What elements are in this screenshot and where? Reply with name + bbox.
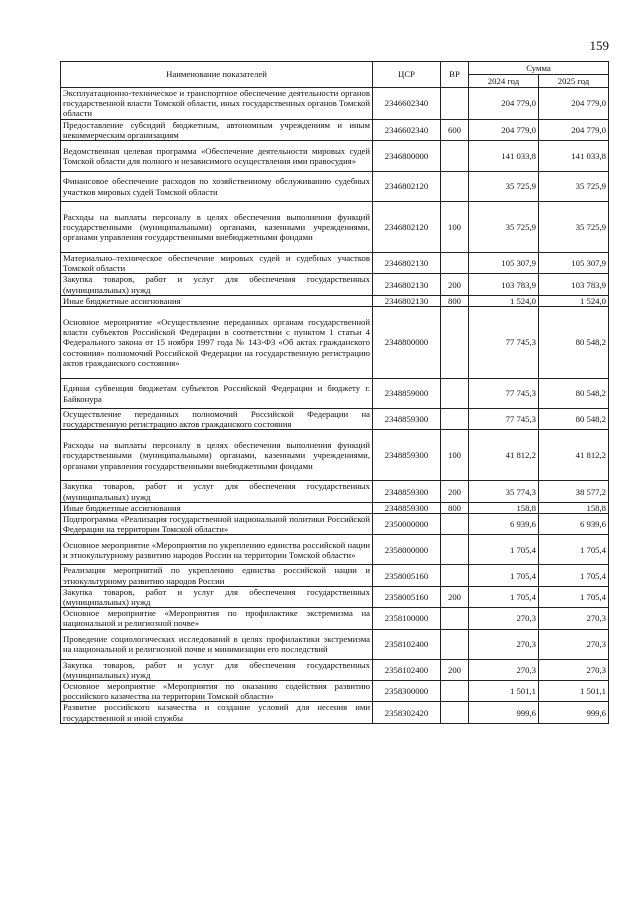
- table-row: [61, 565, 609, 586]
- row-sum-2025: 103 783,9: [539, 274, 609, 295]
- row-sum-2024: 77 745,3: [469, 379, 539, 409]
- row-name: Ведомственная целевая программа «Обеспечение деятельности мировых судей Томской области для полного и независимого осуществления ими правосудия»: [61, 141, 373, 172]
- row-vr: [441, 535, 469, 565]
- row-sum-2024: 103 783,9: [469, 274, 539, 295]
- row-sum-2025: 35 725,9: [539, 172, 609, 202]
- row-sum-2025: 270,3: [539, 629, 609, 659]
- row-vr: 800: [441, 295, 469, 306]
- table-body: [61, 88, 609, 724]
- row-sum-2025: 158,8: [539, 502, 609, 513]
- row-sum-2024: 35 725,9: [469, 202, 539, 253]
- row-name: Основное мероприятие «Мероприятия по профилактике экстремизма на национальной и религиозной почве»: [61, 608, 373, 629]
- row-vr: 800: [441, 502, 469, 513]
- row-vr: [441, 409, 469, 430]
- row-name: Иные бюджетные ассигнования: [61, 502, 373, 513]
- table-row: [61, 141, 609, 172]
- row-vr: [441, 307, 469, 379]
- row-sum-2024: 204 779,0: [469, 119, 539, 140]
- row-csr: 2358005160: [373, 586, 441, 607]
- row-name: Закупка товаров, работ и услуг для обеспечения государственных (муниципальных) нужд: [61, 481, 373, 502]
- row-sum-2024: 1 501,1: [469, 681, 539, 702]
- row-name: Проведение социологических исследований в целях профилактики экстремизма на национальной и религиозной почве и минимизации его последствий: [61, 629, 373, 659]
- row-vr: [441, 608, 469, 629]
- row-sum-2024: 1 524,0: [469, 295, 539, 306]
- row-csr: 2358102400: [373, 629, 441, 659]
- row-sum-2024: 6 939,6: [469, 514, 539, 535]
- row-vr: 600: [441, 119, 469, 140]
- row-vr: [441, 172, 469, 202]
- row-sum-2025: 1 524,0: [539, 295, 609, 306]
- row-vr: [441, 681, 469, 702]
- row-sum-2025: 141 033,8: [539, 141, 609, 172]
- budget-table: [60, 61, 609, 724]
- row-sum-2024: 1 705,4: [469, 535, 539, 565]
- row-csr: 2358000000: [373, 535, 441, 565]
- row-sum-2025: 270,3: [539, 659, 609, 680]
- row-vr: 100: [441, 202, 469, 253]
- row-sum-2024: 270,3: [469, 608, 539, 629]
- row-sum-2024: 1 705,4: [469, 586, 539, 607]
- header-vr: ВР: [441, 62, 469, 88]
- row-vr: [441, 141, 469, 172]
- row-sum-2024: 158,8: [469, 502, 539, 513]
- table-row: [61, 307, 609, 379]
- row-sum-2025: 1 705,4: [539, 535, 609, 565]
- row-csr: 2348859300: [373, 409, 441, 430]
- table-row: [61, 274, 609, 295]
- row-csr: 2358005160: [373, 565, 441, 586]
- table-row: [61, 514, 609, 535]
- table-row: [61, 119, 609, 140]
- row-csr: 2348859300: [373, 502, 441, 513]
- table-row: [61, 681, 609, 702]
- row-csr: 2348859000: [373, 379, 441, 409]
- row-csr: 2348800000: [373, 307, 441, 379]
- row-csr: 2358302420: [373, 702, 441, 723]
- header-year-2024: 2024 год: [469, 75, 539, 88]
- row-vr: [441, 702, 469, 723]
- row-name: Основное мероприятие «Мероприятия по укреплению единства российской нации и этнокультурному развитию народов России на территории Томской области»: [61, 535, 373, 565]
- table-row: [61, 629, 609, 659]
- row-name: Эксплуатационно-техническое и транспортное обеспечение деятельности органов государственной власти Томской области, иных государственных органов Томской области: [61, 88, 373, 120]
- row-sum-2025: 80 548,2: [539, 409, 609, 430]
- row-sum-2025: 80 548,2: [539, 379, 609, 409]
- table-row: [61, 702, 609, 723]
- row-name: Подпрограмма «Реализация государственной национальной политики Российской Федерации на территории Томской области»: [61, 514, 373, 535]
- row-name: Развитие российского казачества и создание условий для несения ими государственной и иной службы: [61, 702, 373, 723]
- row-csr: 2350000000: [373, 514, 441, 535]
- row-sum-2025: 270,3: [539, 608, 609, 629]
- row-csr: 2346802120: [373, 202, 441, 253]
- table-row: [61, 88, 609, 120]
- row-name: Осуществление переданных полномочий Российской Федерации на государственную регистрацию актов гражданского состояния: [61, 409, 373, 430]
- row-sum-2024: 1 705,4: [469, 565, 539, 586]
- row-sum-2024: 141 033,8: [469, 141, 539, 172]
- row-sum-2025: 204 779,0: [539, 88, 609, 120]
- row-sum-2024: 77 745,3: [469, 307, 539, 379]
- row-vr: [441, 379, 469, 409]
- page-number: 159: [589, 38, 609, 53]
- table-row: [61, 659, 609, 680]
- table-row: [61, 172, 609, 202]
- row-sum-2024: 270,3: [469, 659, 539, 680]
- row-vr: 100: [441, 430, 469, 481]
- row-name: Реализация мероприятий по укреплению единства российской нации и этнокультурному развитию народов России: [61, 565, 373, 586]
- row-vr: 200: [441, 586, 469, 607]
- row-vr: 200: [441, 274, 469, 295]
- row-sum-2024: 204 779,0: [469, 88, 539, 120]
- row-vr: [441, 88, 469, 120]
- table-row: [61, 295, 609, 306]
- row-csr: 2348859300: [373, 481, 441, 502]
- row-csr: 2346802120: [373, 172, 441, 202]
- row-name: Закупка товаров, работ и услуг для обеспечения государственных (муниципальных) нужд: [61, 586, 373, 607]
- row-sum-2025: 1 705,4: [539, 565, 609, 586]
- row-sum-2024: 270,3: [469, 629, 539, 659]
- row-csr: 2346602340: [373, 119, 441, 140]
- row-sum-2024: 105 307,9: [469, 253, 539, 274]
- row-name: Иные бюджетные ассигнования: [61, 295, 373, 306]
- row-vr: [441, 514, 469, 535]
- row-name: Предоставление субсидий бюджетным, автономным учреждениям и иным некоммерческим организациям: [61, 119, 373, 140]
- row-name: Закупка товаров, работ и услуг для обеспечения государственных (муниципальных) нужд: [61, 659, 373, 680]
- row-sum-2024: 41 812,2: [469, 430, 539, 481]
- table-row: [61, 202, 609, 253]
- row-sum-2025: 41 812,2: [539, 430, 609, 481]
- row-name: Единая субвенция бюджетам субъектов Российской Федерации и бюджету г. Байконура: [61, 379, 373, 409]
- table-row: [61, 535, 609, 565]
- row-sum-2025: 38 577,2: [539, 481, 609, 502]
- row-sum-2025: 80 548,2: [539, 307, 609, 379]
- table-row: [61, 481, 609, 502]
- table-header: [61, 62, 609, 88]
- header-name: Наименование показателей: [61, 62, 373, 88]
- table-row: [61, 379, 609, 409]
- header-csr: ЦСР: [373, 62, 441, 88]
- header-year-2025: 2025 год: [539, 75, 609, 88]
- row-name: Закупка товаров, работ и услуг для обеспечения государственных (муниципальных) нужд: [61, 274, 373, 295]
- row-name: Расходы на выплаты персоналу в целях обеспечения выполнения функций государственными (муниципальными) органами, казенными учреждениями, органами управления государственными внебюджетными фондами: [61, 430, 373, 481]
- row-csr: 2346802130: [373, 253, 441, 274]
- table-row: [61, 430, 609, 481]
- row-sum-2025: 999,6: [539, 702, 609, 723]
- row-sum-2024: 35 725,9: [469, 172, 539, 202]
- row-csr: 2346602340: [373, 88, 441, 120]
- table-row: [61, 608, 609, 629]
- row-csr: 2346802130: [373, 274, 441, 295]
- row-sum-2025: 105 307,9: [539, 253, 609, 274]
- row-sum-2025: 204 779,0: [539, 119, 609, 140]
- header-sum: Сумма: [469, 62, 609, 75]
- row-csr: 2346802130: [373, 295, 441, 306]
- row-csr: 2348859300: [373, 430, 441, 481]
- row-csr: 2346800000: [373, 141, 441, 172]
- row-csr: 2358100000: [373, 608, 441, 629]
- row-csr: 2358102400: [373, 659, 441, 680]
- row-csr: 2358300000: [373, 681, 441, 702]
- row-name: Основное мероприятие «Осуществление переданных органам государственной власти субъектов Российской Федерации в соответствии с пунктом 1 статьи 4 Федерального закона от 15 ноября 1997 года № 143-ФЗ «Об актах гражданского состояния» полномочий Российской Федерации на государственную регистрацию актов гражданского состояния»: [61, 307, 373, 379]
- row-name: Расходы на выплаты персоналу в целях обеспечения выполнения функций государственными (муниципальными) органами, казенными учреждениями, органами управления государственными внебюджетными фондами: [61, 202, 373, 253]
- row-vr: [441, 565, 469, 586]
- row-name: Финансовое обеспечение расходов по хозяйственному обслуживанию судебных участков мировых судей Томской области: [61, 172, 373, 202]
- row-vr: 200: [441, 659, 469, 680]
- table-row: [61, 586, 609, 607]
- table-row: [61, 409, 609, 430]
- row-sum-2025: 6 939,6: [539, 514, 609, 535]
- row-sum-2024: 35 774,3: [469, 481, 539, 502]
- row-name: Материально–техническое обеспечение мировых судей и судебных участков Томской области: [61, 253, 373, 274]
- row-vr: 200: [441, 481, 469, 502]
- row-sum-2024: 999,6: [469, 702, 539, 723]
- row-sum-2025: 1 705,4: [539, 586, 609, 607]
- row-name: Основное мероприятие «Мероприятия по оказанию содействия развитию российского казачества на территории Томской области»: [61, 681, 373, 702]
- table-row: [61, 253, 609, 274]
- row-sum-2025: 35 725,9: [539, 202, 609, 253]
- row-vr: [441, 253, 469, 274]
- table-row: [61, 502, 609, 513]
- row-vr: [441, 629, 469, 659]
- row-sum-2024: 77 745,3: [469, 409, 539, 430]
- row-sum-2025: 1 501,1: [539, 681, 609, 702]
